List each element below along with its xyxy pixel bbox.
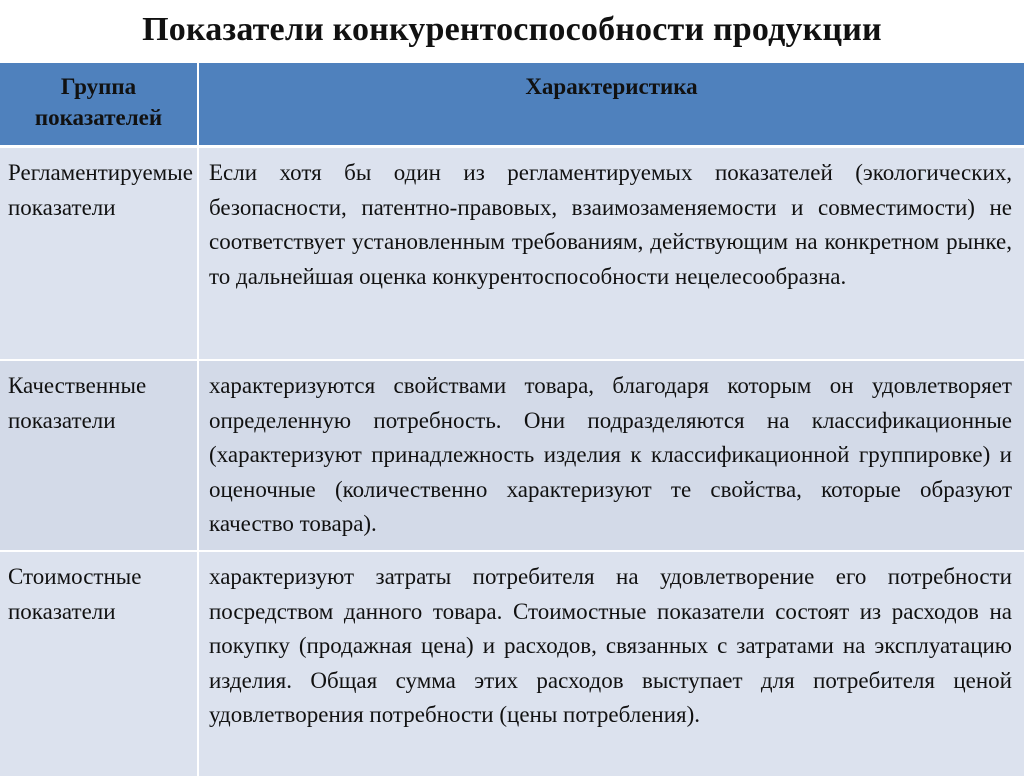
row-group-cell: Качественные показатели — [0, 360, 198, 551]
indicators-table — [0, 63, 1024, 778]
row-description-cell: характеризуют затраты потребителя на удовлетворение его потребности посредством данного товара. Стоимостные показатели состоят из расходов на покупку (продажная цена) и расходов, связанных с затратами на эксплуатацию изделия. Общая сумма этих расходов выступает для потребителя ценой удовлетворения потребности (цены потребления). — [198, 551, 1024, 777]
table-row — [0, 551, 1024, 777]
row-description-cell: Если хотя бы один из регламентируемых показателей (экологических, безопасности, патентно-правовых, взаимозаменяемости и совместимости) не соответствует установленным требованиям, действующим на конкретном рынке, то дальнейшая оценка конкурентоспособности нецелесообразна. — [198, 147, 1024, 361]
page-title: Показатели конкурентоспособности продукции — [142, 11, 882, 48]
row-description-cell: характеризуются свойствами товара, благодаря которым он удовлетворяет определенную потребность. Они подразделяются на классификационные (характеризуют принадлежность изделия к классификационной группировке) и оценочные (количественно характеризуют те свойства, которые образуют качество товара). — [198, 360, 1024, 551]
column-header-characteristic: Характеристика — [198, 63, 1024, 147]
table-header-row — [0, 63, 1024, 147]
column-header-group: Группа показателей — [0, 63, 198, 147]
row-group-cell: Регламентируемые показатели — [0, 147, 198, 361]
table-row — [0, 360, 1024, 551]
table-row — [0, 147, 1024, 361]
row-group-cell: Стоимостные показатели — [0, 551, 198, 777]
